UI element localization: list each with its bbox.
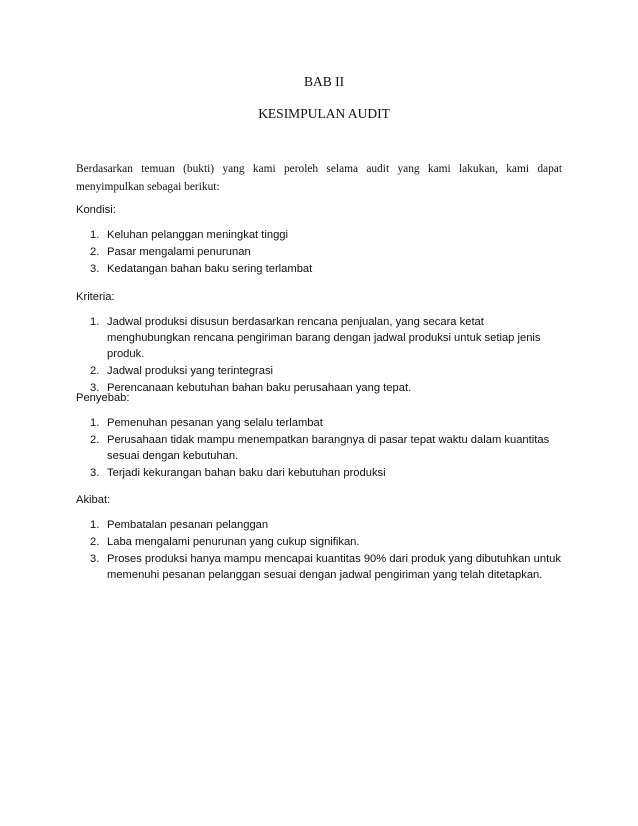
list-text: Kedatangan bahan baku sering terlambat — [107, 263, 313, 275]
list-text: Proses produksi hanya mampu mencapai kuantitas 90% dari produk yang dibutuhkan untuk memenuhi pesanan pelanggan sesuai dengan jadwal pengiriman yang telah ditetapkan. — [107, 553, 561, 581]
section-heading: Kriteria: — [76, 291, 115, 303]
list-item — [76, 517, 566, 533]
section-akibat — [76, 492, 566, 584]
list-item — [76, 227, 566, 243]
numbered-list — [76, 227, 566, 277]
section-heading: Akibat: — [76, 494, 111, 506]
list-number: 3. — [90, 553, 100, 565]
list-text: Terjadi kekurangan bahan baku dari kebutuhan produksi — [107, 467, 386, 479]
list-number: 3. — [90, 263, 100, 275]
list-item — [76, 363, 566, 379]
list-number: 2. — [90, 365, 100, 377]
section-penyebab — [76, 390, 566, 482]
list-text: Keluhan pelanggan meningkat tinggi — [107, 229, 289, 241]
list-text: Jadwal produksi yang terintegrasi — [107, 365, 274, 377]
list-number: 3. — [90, 467, 100, 479]
list-item — [76, 415, 566, 431]
list-item — [76, 432, 566, 464]
list-text: Perusahaan tidak mampu menempatkan barangnya di pasar tepat waktu dalam kuantitas sesuai dengan kebutuhan. — [107, 434, 550, 462]
list-item — [76, 465, 566, 481]
list-text: Jadwal produksi disusun berdasarkan rencana penjualan, yang secara ketat menghubungkan rencana pengiriman barang dengan jadwal produksi untuk setiap jenis produk. — [107, 316, 541, 360]
list-item — [76, 261, 566, 277]
list-number: 1. — [90, 519, 100, 531]
list-text: Pasar mengalami penurunan — [107, 246, 251, 258]
chapter-number: BAB II — [303, 74, 345, 89]
list-text: Pemenuhan pesanan yang selalu terlambat — [107, 417, 323, 429]
list-number: 2. — [90, 536, 100, 548]
list-number: 3. — [90, 382, 100, 394]
intro-paragraph: Berdasarkan temuan (bukti) yang kami peroleh selama audit yang kami lakukan, kami dapat menyimpulkan sebagai berikut: — [76, 163, 562, 193]
section-kondisi — [76, 202, 566, 278]
list-number: 1. — [90, 417, 100, 429]
list-text: Pembatalan pesanan pelanggan — [107, 519, 269, 531]
numbered-list — [76, 415, 566, 481]
section-heading: Kondisi: — [76, 204, 116, 216]
numbered-list — [76, 314, 566, 396]
numbered-list — [76, 517, 566, 583]
list-item — [76, 551, 566, 583]
section-kriteria — [76, 289, 566, 397]
list-number: 1. — [90, 229, 100, 241]
chapter-title: KESIMPULAN AUDIT — [258, 106, 390, 121]
list-number: 1. — [90, 316, 100, 328]
list-item — [76, 244, 566, 260]
list-text: Laba mengalami penurunan yang cukup signifikan. — [107, 536, 360, 548]
list-item — [76, 314, 566, 362]
list-number: 2. — [90, 246, 100, 258]
section-heading: Penyebab: — [76, 392, 130, 404]
list-text: Perencanaan kebutuhan bahan baku perusahaan yang tepat. — [107, 382, 412, 394]
list-number: 2. — [90, 434, 100, 446]
list-item — [76, 534, 566, 550]
